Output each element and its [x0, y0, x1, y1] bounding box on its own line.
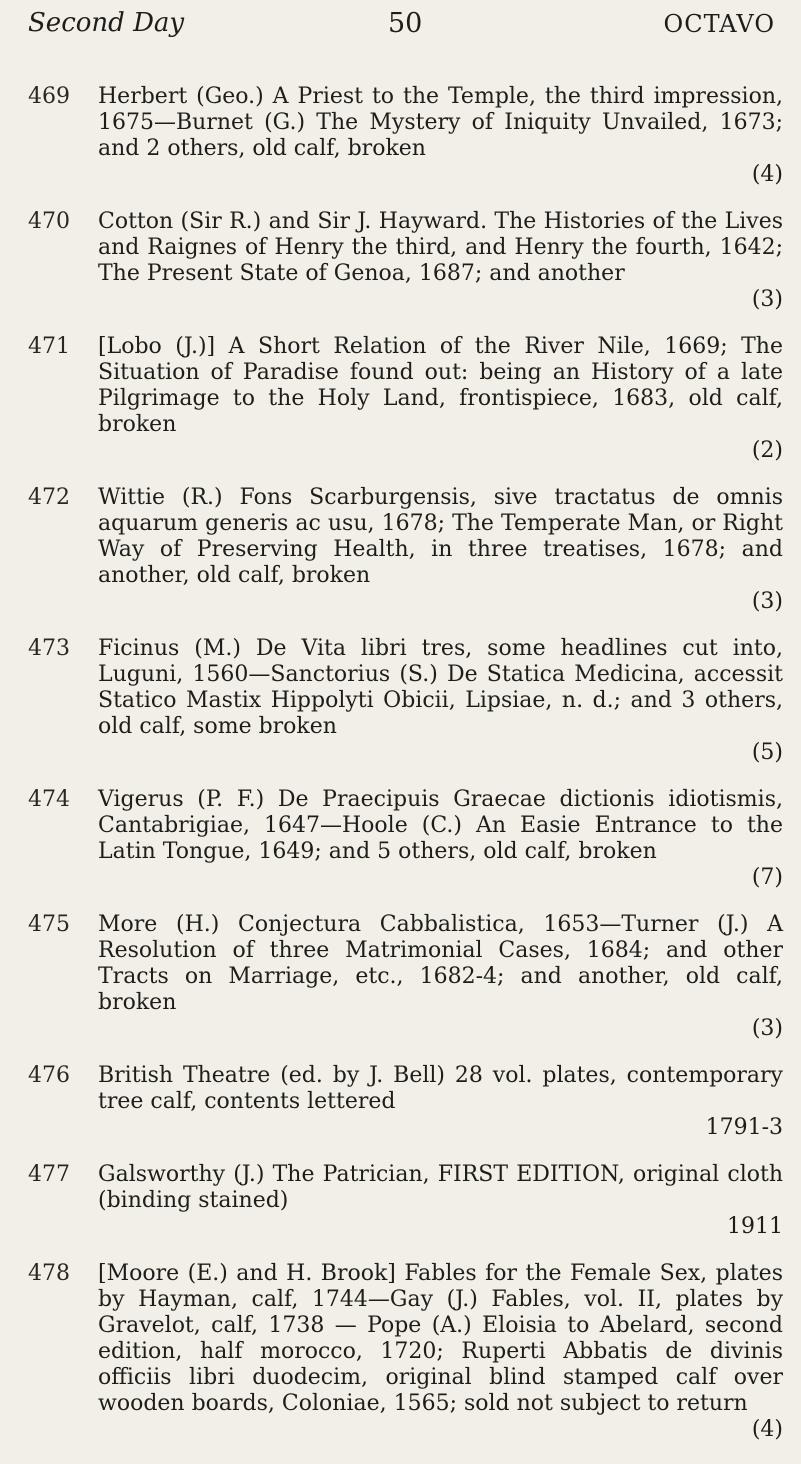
lot-description: Herbert (Geo.) A Priest to the Temple, the third impression, 1675—Burnet (G.) The Mystery of Iniquity Unvailed, 1673; and 2 others, old calf, broken: [98, 84, 783, 161]
lot-number: 471: [28, 334, 70, 359]
lot-entry: [28, 1063, 783, 1141]
lot-entry: [28, 485, 783, 615]
lot-quantity: 1911: [727, 1214, 783, 1239]
lot-quantity: 1791-3: [705, 1115, 783, 1140]
running-head-day: Second Day: [28, 8, 185, 38]
lot-number: 474: [28, 787, 70, 812]
lot-quantity: (4): [751, 162, 783, 187]
lot-entry: [28, 334, 783, 464]
lot-number: 476: [28, 1063, 70, 1088]
lot-description: Vigerus (P. F.) De Praecipuis Graecae dictionis idiotismis, Cantabrigiae, 1647—Hoole (C.) An Easie Entrance to the Latin Tongue, 1649; and 5 others, old calf, broken: [98, 787, 783, 864]
lot-quantity: (5): [751, 740, 783, 765]
lot-entry: [28, 84, 783, 188]
lot-quantity: (7): [751, 865, 783, 890]
lot-quantity: (2): [751, 438, 783, 463]
lot-description: [Moore (E.) and H. Brook] Fables for the Female Sex, plates by Hayman, calf, 1744—Gay (J.) Fables, vol. II, plates by Gravelot, calf, 1738 — Pope (A.) Eloisia to Abelard, second edition, half morocco, 1720; Ruperti Abbatis de divinis officiis libri duodecim, original blind stamped calf over wooden boards, Coloniae, 1565; sold not subject to return: [98, 1261, 783, 1416]
lot-description: More (H.) Conjectura Cabbalistica, 1653—Turner (J.) A Resolution of three Matrimonial Cases, 1684; and other Tracts on Marriage, etc., 1682-4; and another, old calf, broken: [98, 912, 783, 1015]
lot-entry: [28, 636, 783, 766]
lot-description: British Theatre (ed. by J. Bell) 28 vol. plates, contemporary tree calf, contents lettered: [98, 1063, 783, 1114]
lot-number: 475: [28, 912, 70, 937]
running-head-format: OCTAVO: [663, 10, 775, 38]
lot-description: Galsworthy (J.) The Patrician, FIRST EDITION, original cloth (binding stained): [98, 1162, 783, 1213]
lot-quantity: (3): [751, 589, 783, 614]
lot-quantity: (4): [751, 1417, 783, 1442]
lot-description: Ficinus (M.) De Vita libri tres, some headlines cut into, Luguni, 1560—Sanctorius (S.) De Statica Medicina, accessit Statico Mastix Hippolyti Obicii, Lipsiae, n. d.; and 3 others, old calf, some broken: [98, 636, 783, 739]
lot-description: Wittie (R.) Fons Scarburgensis, sive tractatus de omnis aquarum generis ac usu, 1678; The Temperate Man, or Right Way of Preserving Health, in three treatises, 1678; and another, old calf, broken: [98, 485, 783, 588]
lot-number: 472: [28, 485, 70, 510]
lot-quantity: (3): [751, 287, 783, 312]
lot-entry: [28, 1261, 783, 1443]
lot-entry: [28, 209, 783, 313]
lot-entry: [28, 1162, 783, 1240]
page-number: 50: [388, 8, 423, 39]
lot-number: 477: [28, 1162, 70, 1187]
lot-entry: [28, 912, 783, 1042]
lot-description: [Lobo (J.)] A Short Relation of the River Nile, 1669; The Situation of Paradise found out: being an History of a late Pilgrimage to the Holy Land, frontispiece, 1683, old calf, broken: [98, 334, 783, 437]
lot-number: 473: [28, 636, 70, 661]
lot-list: [28, 84, 783, 1464]
lot-description: Cotton (Sir R.) and Sir J. Hayward. The Histories of the Lives and Raignes of Henry the third, and Henry the fourth, 1642; The Present State of Genoa, 1687; and another: [98, 209, 783, 286]
lot-quantity: (3): [751, 1016, 783, 1041]
lot-number: 469: [28, 84, 70, 109]
lot-number: 470: [28, 209, 70, 234]
page-header: [28, 0, 787, 58]
lot-entry: [28, 787, 783, 891]
lot-number: 478: [28, 1261, 70, 1286]
